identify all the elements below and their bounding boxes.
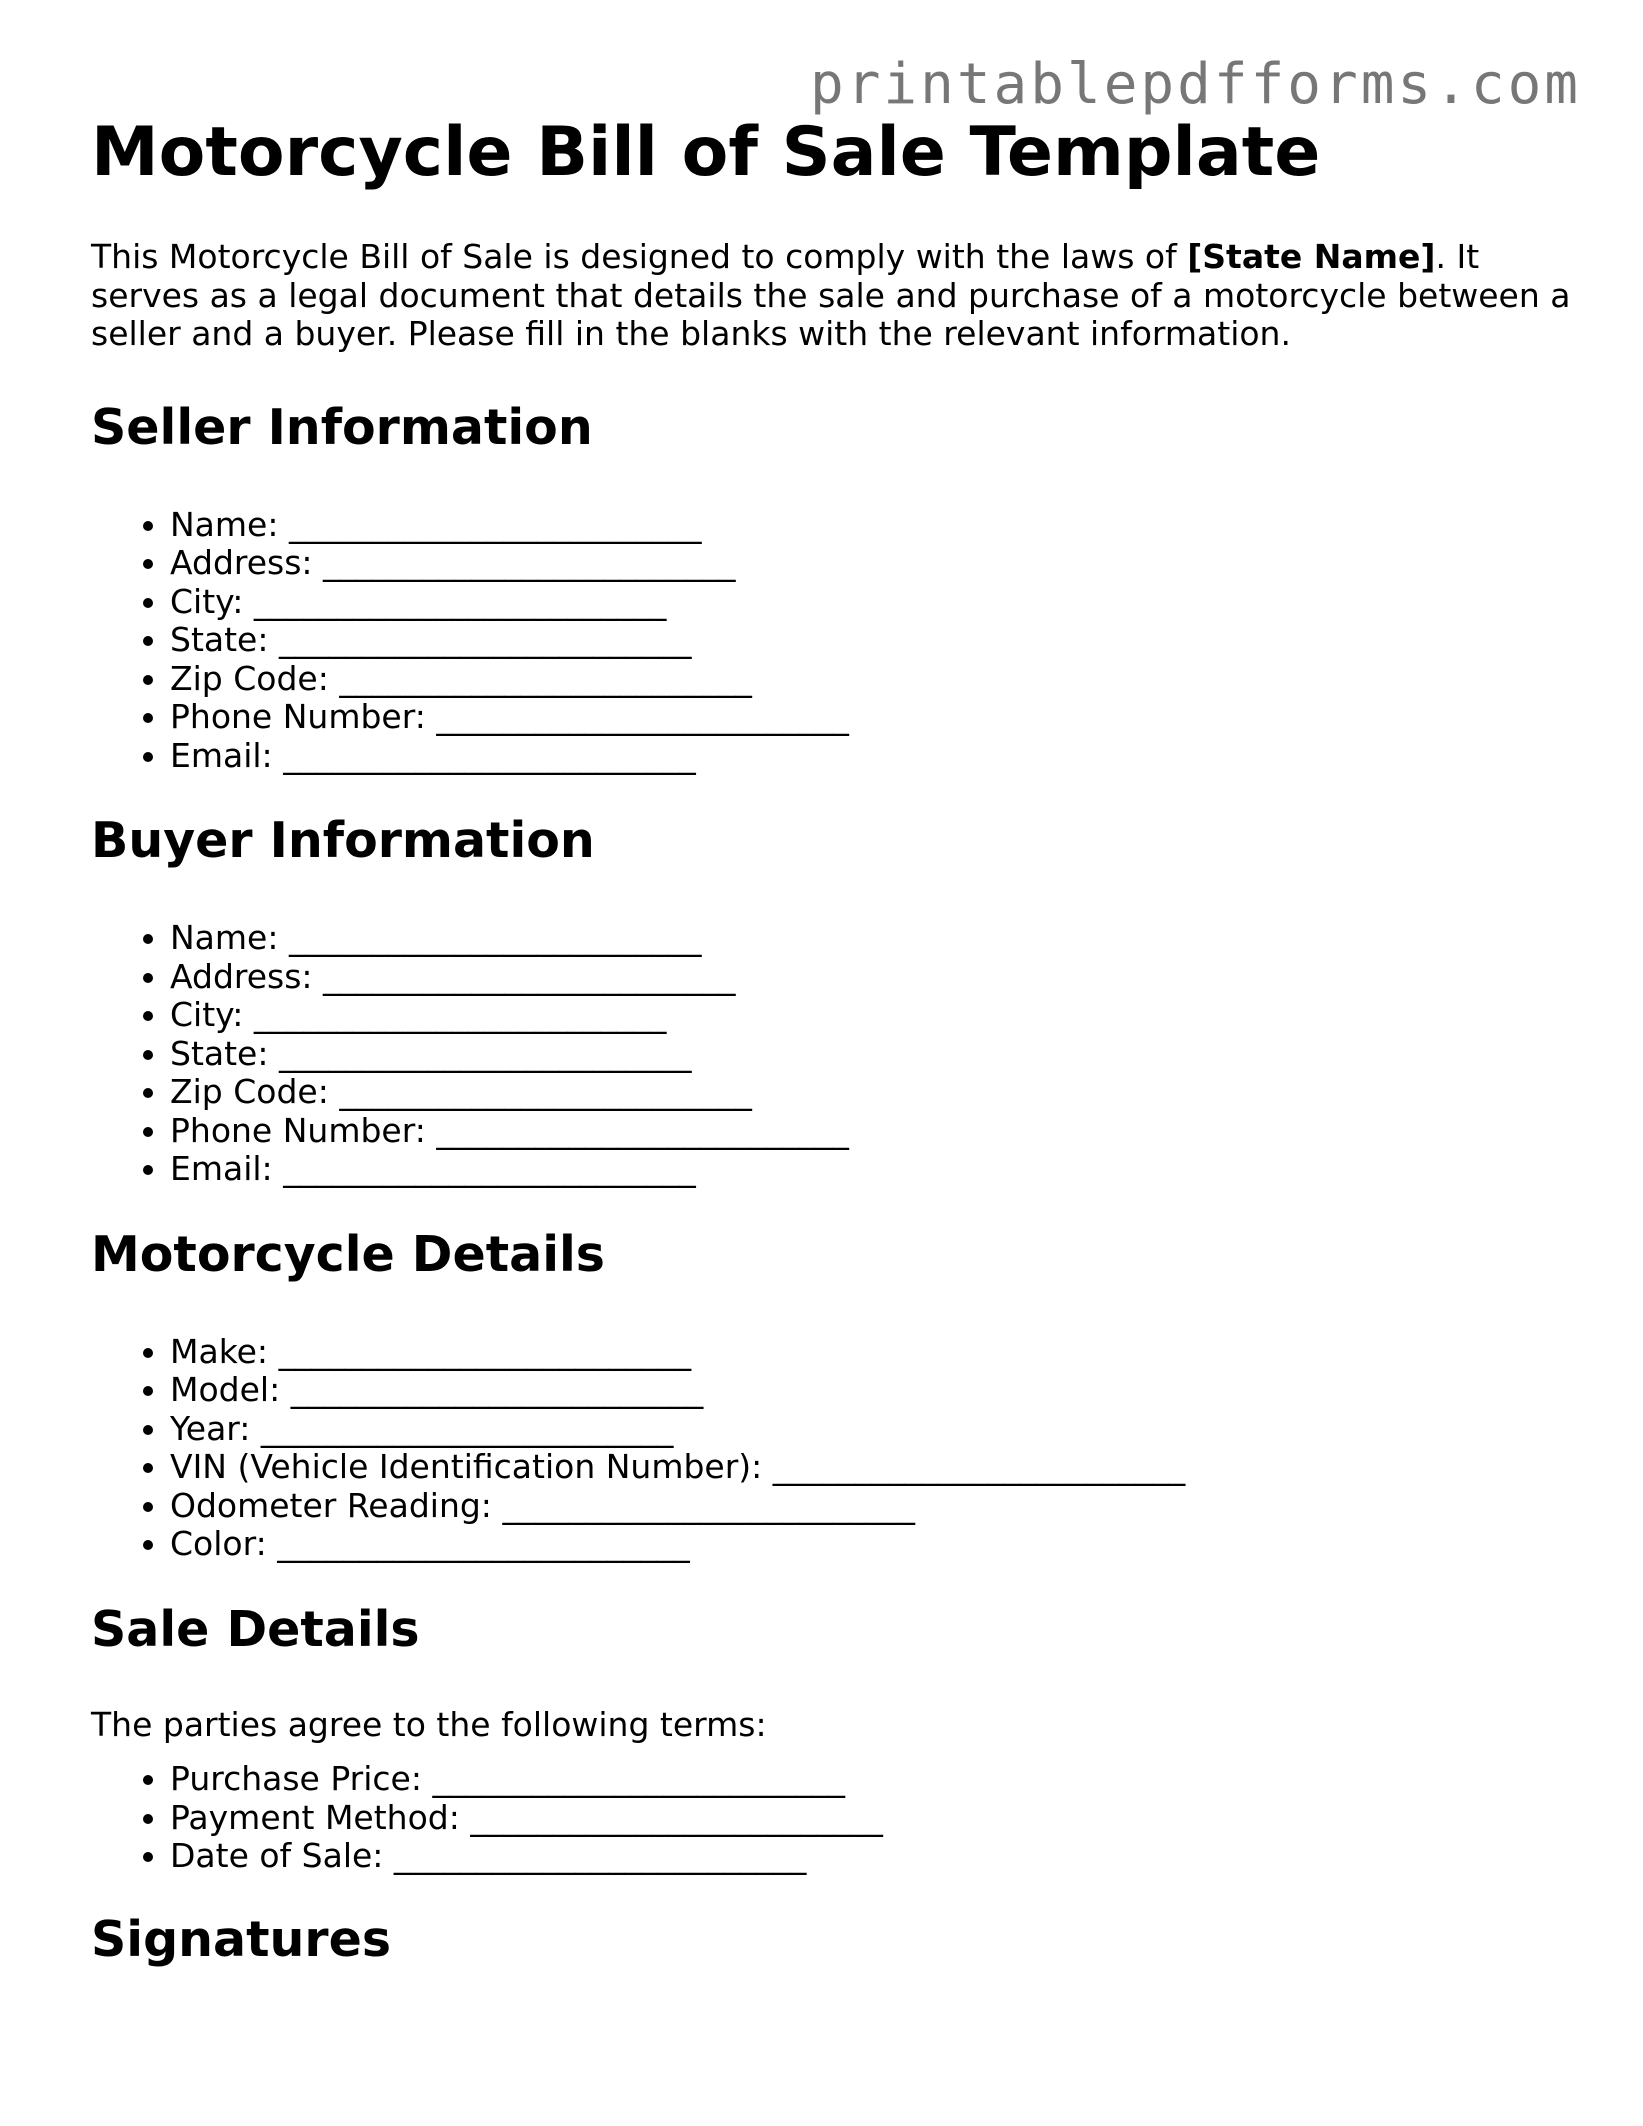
field-label: Zip Code: [170, 1072, 329, 1111]
field-label: City: [170, 581, 244, 621]
state-name-placeholder: [State Name] [1187, 237, 1436, 276]
sale-price-field [170, 1760, 1571, 1799]
intro-paragraph [91, 238, 1571, 354]
field-label: Odometer Reading: [170, 1485, 492, 1525]
seller-state-field [170, 621, 1571, 660]
buyer-city-field [170, 996, 1571, 1035]
blank-line[interactable]: _________________________ [772, 1447, 1186, 1486]
blank-line[interactable]: _________________________ [432, 1759, 845, 1798]
seller-name-field [170, 506, 1571, 545]
field-label: Color: [170, 1524, 267, 1563]
signatures-heading: Signatures [91, 1910, 391, 1968]
watermark: printablepdfforms.com [809, 52, 1581, 117]
blank-line[interactable]: _________________________ [339, 1072, 752, 1111]
blank-line[interactable]: _________________________ [436, 1110, 849, 1150]
blank-line[interactable]: _________________________ [290, 1370, 704, 1409]
blank-line[interactable]: _________________________ [253, 995, 667, 1034]
field-label: City: [170, 995, 244, 1034]
seller-field-list [91, 506, 1571, 776]
field-label: Phone Number: [170, 697, 426, 736]
field-label: Address: [170, 956, 313, 996]
field-label: Zip Code: [170, 658, 329, 698]
buyer-address-field [170, 958, 1571, 997]
blank-line[interactable]: _________________________ [260, 1408, 674, 1448]
field-label: Phone Number: [170, 1110, 426, 1150]
seller-phone-field [170, 698, 1571, 737]
seller-address-field [170, 544, 1571, 583]
seller-zip-field [170, 660, 1571, 699]
seller-heading: Seller Information [91, 398, 593, 456]
motorcycle-odometer-field [170, 1487, 1571, 1526]
motorcycle-color-field [170, 1525, 1571, 1564]
buyer-email-field [170, 1150, 1571, 1189]
buyer-zip-field [170, 1073, 1571, 1112]
seller-email-field [170, 737, 1571, 776]
field-label: Year: [170, 1408, 251, 1448]
field-label: Payment Method: [170, 1797, 460, 1837]
field-label: Name: [170, 918, 279, 957]
field-label: Email: [170, 1149, 273, 1188]
blank-line[interactable]: _________________________ [323, 956, 736, 996]
blank-line[interactable]: _________________________ [470, 1797, 883, 1837]
field-label: State: [170, 1033, 269, 1073]
blank-line[interactable]: _________________________ [436, 697, 849, 736]
field-label: Purchase Price: [170, 1759, 422, 1798]
motorcycle-year-field [170, 1410, 1571, 1449]
field-label: VIN (Vehicle Identification Number): [170, 1447, 763, 1486]
blank-line[interactable]: _________________________ [278, 620, 692, 659]
blank-line[interactable]: _________________________ [283, 1149, 696, 1188]
document-page [91, 108, 1571, 1970]
blank-line[interactable]: _________________________ [253, 581, 667, 621]
motorcycle-field-list [91, 1333, 1571, 1564]
sale-date-field [170, 1837, 1571, 1876]
field-label: Address: [170, 543, 313, 582]
sale-terms-paragraph: The parties agree to the following terms: [91, 1704, 767, 1744]
intro-text-end: . It serves as a legal document that details the sale and purchase of a motorcycle between a seller and a buyer. Please fill in the blanks with the relevant information. [91, 237, 1571, 353]
buyer-name-field [170, 919, 1571, 958]
blank-line[interactable]: _________________________ [502, 1485, 915, 1525]
blank-line[interactable]: _________________________ [288, 918, 702, 957]
intro-text-start: This Motorcycle Bill of Sale is designed to comply with the laws of [91, 237, 1188, 276]
blank-line[interactable]: _________________________ [278, 1033, 692, 1073]
buyer-state-field [170, 1035, 1571, 1074]
blank-line[interactable]: _________________________ [278, 1331, 692, 1371]
motorcycle-model-field [170, 1371, 1571, 1410]
field-label: State: [170, 620, 269, 659]
field-label: Name: [170, 504, 279, 544]
motorcycle-vin-field [170, 1448, 1571, 1487]
buyer-heading: Buyer Information [91, 812, 595, 869]
motorcycle-make-field [170, 1333, 1571, 1372]
page-title: Motorcycle Bill of Sale Template [91, 113, 1321, 192]
field-label: Model: [170, 1370, 281, 1409]
blank-line[interactable]: _________________________ [283, 735, 696, 775]
blank-line[interactable]: _________________________ [323, 543, 736, 582]
sale-heading: Sale Details [91, 1600, 420, 1658]
blank-line[interactable]: _________________________ [393, 1836, 807, 1875]
seller-city-field [170, 583, 1571, 622]
field-label: Date of Sale: [170, 1836, 384, 1875]
sale-field-list [91, 1760, 1571, 1876]
motorcycle-heading: Motorcycle Details [91, 1225, 605, 1283]
field-label: Make: [170, 1331, 269, 1371]
sale-payment-method-field [170, 1799, 1571, 1838]
blank-line[interactable]: _________________________ [277, 1524, 690, 1563]
blank-line[interactable]: _________________________ [339, 658, 752, 698]
buyer-field-list [91, 919, 1571, 1189]
blank-line[interactable]: _________________________ [288, 504, 702, 544]
buyer-phone-field [170, 1112, 1571, 1151]
field-label: Email: [170, 735, 273, 775]
